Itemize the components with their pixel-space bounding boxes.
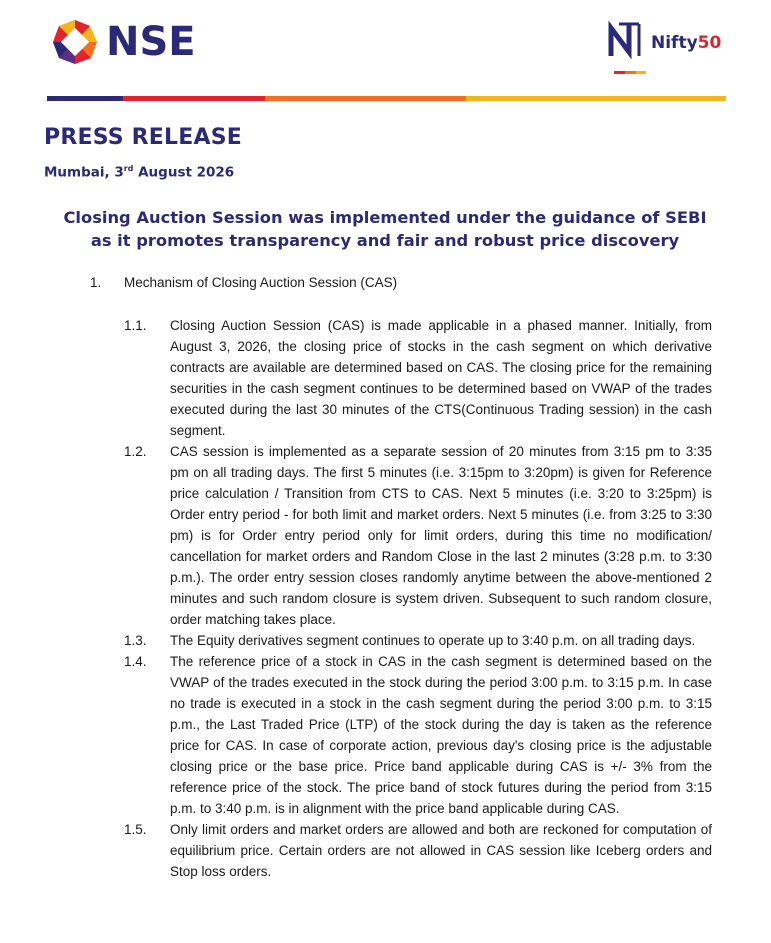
item-text: The Equity derivatives segment continues to operate up to 3:40 p.m. on all trading days. xyxy=(170,633,696,648)
nse-logo-text: NSE xyxy=(106,19,196,65)
nifty-label: Nifty xyxy=(651,33,698,53)
item-text: CAS session is implemented as a separate session of 20 minutes from 3:15 pm to 3:35 pm on all trading days. The first 5 minutes (i.e. 3:15pm to 3:20pm) is given for Reference price calculation / Transition from CTS to CAS. Next 5 minutes (i.e. 3:20 to 3:25pm) is Order entry period - for both limit and market orders. Next 5 minutes (i.e. from 3:25 to 3:30 pm) is for Order entry period only for limit orders, during this time no modification/ cancellation for market orders and Random Close in the last 2 minutes (3:28 p.m. to 3:30 p.m.). The order entry session closes randomly anytime between the above-mentioned 2 minutes and such random closure is system driven. Subsequent to such random closure, order matching takes place. xyxy=(170,444,712,627)
nse-emblem-icon xyxy=(52,19,98,65)
item-number: 1.3. xyxy=(124,633,147,648)
item-text: The reference price of a stock in CAS in the cash segment is determined based on the VWAP of the trades executed in the stock during the period 3:00 p.m. to 3:15 p.m. In case no trade is executed in a stock in the cash segment during the period 3:00 p.m. to 3:15 p.m., the Last Traded Price (LTP) of the stock during the day is taken as the reference price for CAS. In case of corporate action, previous day's closing price is the adjustable closing price or the base price. Price band applicable during CAS is +/- 3% from the reference price of the stock. The price band of stock futures during the period from 3:15 p.m. to 3:40 p.m. is in alignment with the price band applicable during CAS. xyxy=(170,654,712,816)
item-text: Closing Auction Session (CAS) is made applicable in a phased manner. Initially, from August 3, 2026, the closing price of stocks in the cash segment on which derivative contracts are available are determined based on CAS. The closing price for the remaining securities in the cash segment continues to be determined based on VWAP of the trades executed during the last 30 minutes of the CTS(Continuous Trading session) in the cash segment. xyxy=(170,318,712,438)
section-number: 1. xyxy=(90,275,102,290)
item-number: 1.5. xyxy=(124,822,147,837)
item-number: 1.4. xyxy=(124,654,147,669)
press-release-label: PRESS RELEASE xyxy=(44,125,242,150)
nifty-number: 50 xyxy=(697,33,722,53)
dateline-city: Mumbai, 3 xyxy=(44,164,124,181)
header-color-rule xyxy=(47,96,726,101)
dateline-ordinal: rd xyxy=(123,164,134,173)
headline: Closing Auction Session was implemented under the guidance of SEBI as it promotes transparency and fair and robust price discovery xyxy=(63,208,707,250)
nse-logo xyxy=(52,18,196,66)
page-header xyxy=(0,0,771,110)
dateline xyxy=(44,164,234,181)
nifty-color-bar xyxy=(614,61,646,64)
item-number: 1.1. xyxy=(124,318,147,333)
nifty50-text xyxy=(651,33,721,53)
section-title: Mechanism of Closing Auction Session (CAS) xyxy=(124,275,398,290)
dateline-date: August 2026 xyxy=(133,164,235,181)
item-text: Only limit orders and market orders are allowed and both are reckoned for computation of equilibrium price. Certain orders are not allowed in CAS session like Iceberg orders and Stop loss orders. xyxy=(170,822,712,879)
nifty50-logo xyxy=(607,20,727,66)
nifty-monogram-icon xyxy=(607,20,649,60)
item-number: 1.2. xyxy=(124,444,147,459)
